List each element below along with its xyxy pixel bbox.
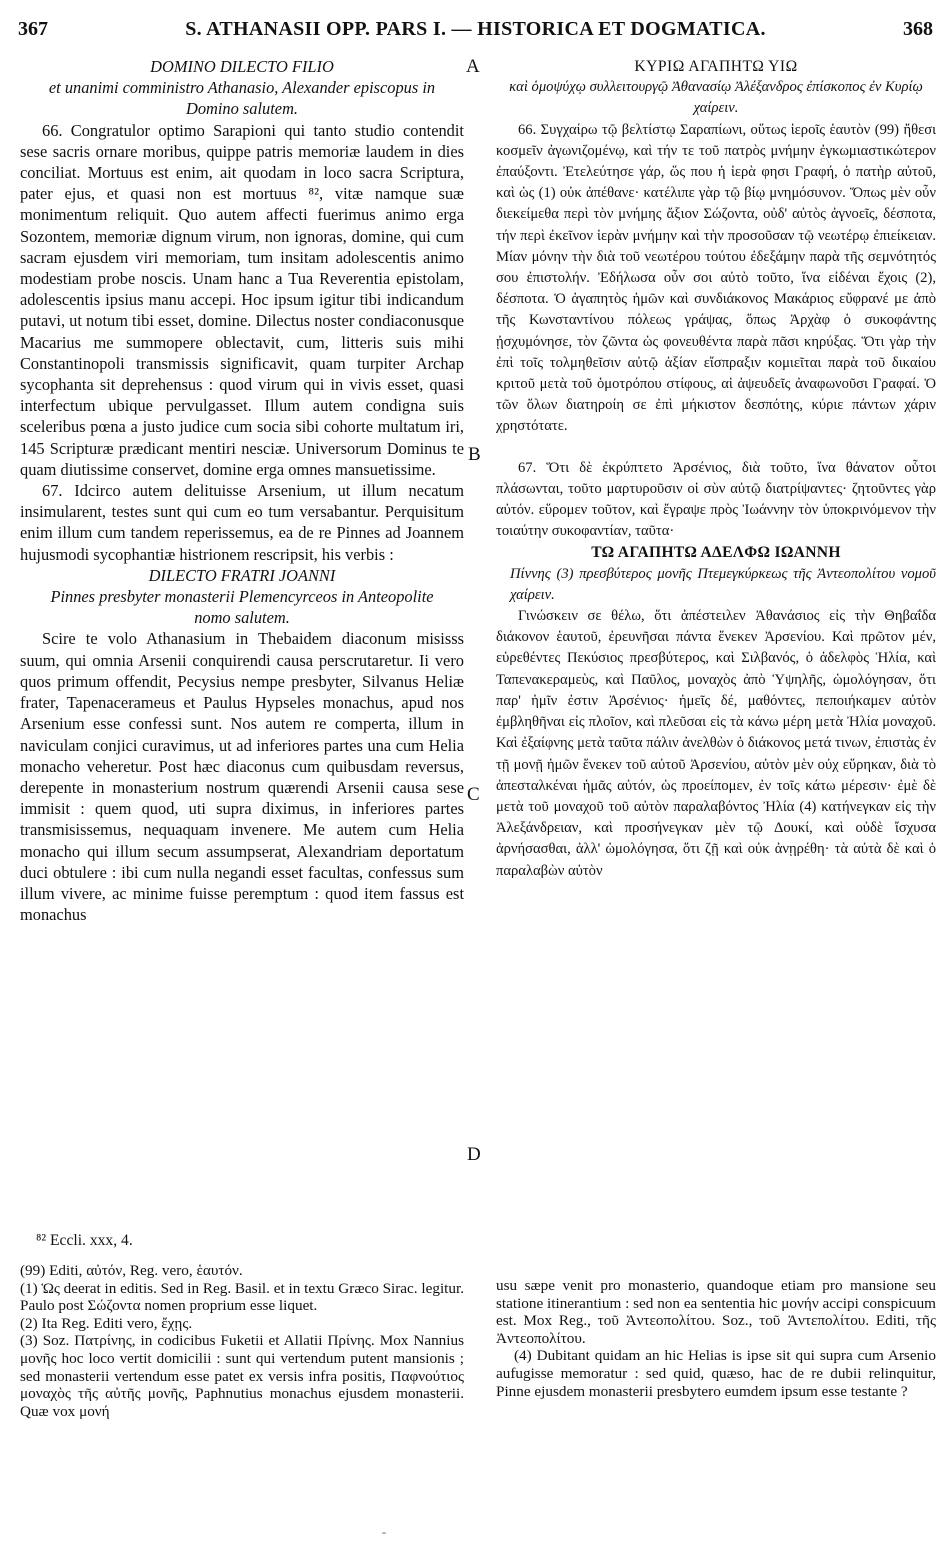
- greek-title: ΚΥΡΙΩ ΑΓΑΠΗΤΩ ΥΙΩ: [634, 58, 798, 75]
- note-2: (2) Ita Reg. Editi vero, ἔχῃς.: [20, 1314, 193, 1332]
- greek-paragraph-67: 67. Ὅτι δὲ ἐκρύπτετο Ἀρσένιος, διὰ τοῦτο, ἵνα θάνατον οὗτοι πλάσωνται, τοῦτο μαρτυροῦσιν οἱ σὺν αὐτῷ διατρίψαντες· ζητοῦντες γὰρ αὐτόν. εὕρομεν τοῦτον, καὶ ἔγραψε πρὸς Ἰωάννην τὸν ὑποκρινόμενον τὴν τοιαύτην συκοφαντίαν, ταῦτα·: [496, 459, 936, 540]
- latin-paragraph-67: 67. Idcirco autem delituisse Arsenium, ut illum necatum insimularent, testes sunt qui cum eo tum versabantur. Perquisitum enim illum cum tandem reperissemus, ea de re Pinnes ad Joannem hujusmodi sycophantiæ histrionem rescripsit, his verbis :: [20, 481, 464, 564]
- section-marker-a: A: [466, 56, 480, 77]
- greek-salutation-2: Πίννης (3) πρεσβύτερος μονῆς Πτεμεγκύρκεως τῆς Ἀντεοπολίτου νομοῦ χαίρειν.: [510, 565, 936, 603]
- latin-footnote: ⁸² Eccli. xxx, 4.: [36, 1232, 133, 1249]
- greek-salutation: καὶ ὁμοψύχῳ συλλειτουργῷ Ἀθανασίῳ Ἀλέξανδρος ἐπίσκοπος ἐν Κυρίῳ χαίρειν.: [509, 79, 923, 117]
- notes-right: [496, 1277, 936, 1400]
- bottom-mark: -: [382, 1525, 386, 1539]
- note-3-continued: usu sæpe venit pro monasterio, quandoque etiam pro mansione seu statione itinerantium : sed non ea sententia hic μονήν accipi conspicuum est. Mox Reg., τοῦ Ἀντεοπολίτου. Soz., τοῦ Ἀντεπολίτου. Editi, τῆς Ἀντεοπολίτου.: [496, 1277, 936, 1347]
- notes-left: [20, 1262, 464, 1420]
- latin-title-2: DILECTO FRATRI JOANNI: [148, 565, 336, 585]
- note-99: (99) Editi, αὐτόν, Reg. vero, ἑαυτόν.: [20, 1262, 243, 1279]
- paragraph-gap: [496, 438, 936, 458]
- section-marker-c: C: [467, 784, 480, 805]
- greek-paragraph-letter: Γινώσκειν σε θέλω, ὅτι ἀπέστειλεν Ἀθανάσιος εἰς τὴν Θηβαΐδα διάκονον ἑαυτοῦ, ἐρευνῆσαι πάντα ἕνεκεν Ἀρσενίου. Καὶ πρῶτον μέν, εὑρεθέντες Πεκύσιος πρεσβύτερος, καὶ Σιλβανός, ὁ ἀδελφὸς Ἡλία, καὶ Ταπενακεραμεὺς, καὶ Παῦλος, μοναχὸς ἀπὸ Ὑψηλῆς, ὡμολόγησαν, ὅτι παρ' ἡμῖν ἐστιν Ἀρσένιος· ἡμεῖς δέ, μαθόντες, πεποιήκαμεν αὐτὸν ἐμβληθῆναι εἰς πλοῖον, καὶ πλεῦσαι εἰς τὰ κάνω μέρη μετὰ Ἠλία μοναχοῦ. Καὶ ἐξαίφνης μετὰ ταῦτα πάλιν ἀνελθὼν ὁ διάκονος μετά τινων, ἐπιστὰς ἐν τῇ μονῇ ἡμῶν ἕνεκεν τοῦ αὐτοῦ Ἀρσενίου, αὐτὸν μὲν οὐχ εὕρηκαν, διὰ τὸ ἀπεσταλκέναι ἡμᾶς αὐτόν, ὡς προείπομεν, ἐν τοῖς κάτω μέρεσιν· ἐμὲ δὲ μετὰ τοῦ μοναχοῦ τοῦ αὐτὸν παραλαβόντος Ἠλία (4) κατήνεγκαν εἰς τὴν Ἀλεξάνδρειαν, καὶ προσήνεγκαν μὲν τῷ Δουκί, καὶ οὐδὲ ἴσχυσα ἀρνήσασθαι, ἀλλ' ὡμολόγησα, ὅτι ζῇ καὶ οὐκ ἀνῃρέθη· τὰ αὐτὰ δὲ καὶ ὁ παραλαβὼν αὐτὸν: [496, 608, 936, 879]
- greek-title-2: ΤΩ ΑΓΑΠΗΤΩ ΑΔΕΛΦΩ ΙΩΑΝΝΗ: [591, 544, 841, 562]
- section-marker-d: D: [467, 1144, 481, 1165]
- greek-paragraph-66: 66. Συγχαίρω τῷ βελτίστῳ Σαραπίωνι, οὕτως ἱεροῖς ἑαυτὸν (99) ἤθεσι κοσμεῖν ἀγωνιζομένῳ, καὶ τήν τε τοῦ πατρὸς μνήμην ἐγκωμιαστικώτερον ἐπαύξοντι. Ἐτελεύτησε γάρ, ὥς που ἡ ἱερὰ φησι Γραφή, ὁ πατὴρ αὐτοῦ, καὶ ὡς (1) οὐκ ἀπέθανε· κατέλιπε γὰρ τῷ βίῳ μνημόσυνον. Ὅπως μὲν οὖν διεκείμεθα περὶ τὸν μνήμης ἄξιον Σώζοντα, οὐδ' αὐτὸς ἀγνοεῖς, δέσποτα, τήν περὶ ἐκεῖνον ἱερὰν μνήμην καὶ τὴν προσοῦσαν τῷ νεωτέρῳ ἐπιείκειαν. Μίαν μόνην τὴν διὰ τοῦ νεωτέρου τούτου ἐδεξάμην παρὰ τῆς σεμνότητός σου ἐπιστολήν. Ἐδήλωσα οὖν σοι αὐτὸ τοῦτο, ἵνα εἰδέναι ἔχοις (2), δέσποτα. Ὁ ἀγαπητὸς ἡμῶν καὶ συνδιάκονος Μακάριος εὔφρανέ με ἀπὸ τῆς Κωνσταντίνου πόλεως γράψας, ὅπως Ἀρχὰφ ὁ συκοφάντης ᾐσχυμόνησε, τὸν ζῶντα ὡς φονευθέντα παρὰ πᾶσι κηρύξας. Ὅτι γὰρ τὴν ἐπὶ τοῖς τολμηθεῖσιν αὐτῷ ἀξίαν εἴσπραξιν κομιεῖται παρὰ τοῦ δικαίου κριτοῦ μετὰ τοῦ ὁμοτρόπου στίφους, αἱ ἀψευδεῖς ἀναφωνοῦσι Γραφαί. Ὁ τῶν ὅλων διατηροίη σε ἐπὶ μήκιστον δεσπότης, κύριε πάντων χάριν χρηστότατε.: [496, 121, 936, 435]
- page-number-left: 367: [18, 18, 48, 40]
- latin-column: [20, 56, 464, 925]
- latin-salutation: et unanimi comministro Athanasio, Alexander episcopus in Domino salutem.: [48, 78, 436, 119]
- page-header: [14, 18, 937, 44]
- page-number-right: 368: [903, 18, 933, 40]
- latin-paragraph-letter: Scire te volo Athanasium in Thebaidem diaconum misisss suum, qui omnia Arsenii conquirendi causa perscrutaretur. Ii vero quos primum offendit, Pecysius nempe presbyter, Silvanus Heliæ frater, Tapenacerameus et Paulus Hypseles monachus, apud nos Arsenium esse confessi sunt. Nos autem re comperta, illum in naviculam conjici curavimus, ut ad inferiores partes una cum Helia monacho veheretur. Post hæc diaconus cum quibusdam reversus, derepente in monasterium nostrum quærendi Arsenii causa sese immisit : quem quod, uti supra diximus, in inferiores partes transmisissemus, nequaquam invenere. Me autem cum Helia monacho qui illum secum assumpserat, Alexandriam deportatum duci obtulere : ibi cum nulla negandi esset facultas, confessus sum illum vivere, ac minime fuisse peremptum : quod item fassus est monachus: [20, 629, 464, 925]
- note-1: (1) Ὡς deerat in editis. Sed in Reg. Basil. et in textu Græco Sirac. legitur. Paulo post Σώζοντα nomen proprium esse liquet.: [20, 1279, 464, 1315]
- latin-paragraph-66: 66. Congratulor optimo Sarapioni qui tanto studio contendit sese sacris ornare moribus, quippe patris memoriæ laudem in dies conciliat. Mortuus est enim, ait quodam in loco sacra Scriptura, pater ejus, et quasi non est mortuus ⁸², vitæ namque suæ monimentum reliquit. Quo autem affecti fuerimus animo erga Sozontem, memoriæ dignum virum, non ignoras, domine, qui cum sacram ejusdem viri memoriam, tum insitam adolescentis animo modestiam probe noscis. Unam hanc a Tua Reverentia epistolam, adolescentis ipsius manu accepi. Hoc ipsum igitur tibi indicandum putavi, ut notum tibi esset, domine. Dilectus noster condiaconusque Macarius me summopere oblectavit, cum, litteris suis mihi Constantinopoli transmissis significavit, quam turpiter Archap sycophanta sit deprehensus : quod virum qui in vivis esset, quasi interfectum ubique pervulgasset. Illum autem condigna suis sceleribus pœna a justo judice cum socia sibi cohorte multatum iri, 145 Scripturæ prædicant mentiri nesciæ. Universorum Dominus te quam diutissime conservet, domine erga omnes mansuetissime.: [20, 120, 464, 479]
- latin-salutation-2: Pinnes presbyter monasterii Plemencyrceos in Anteopolite nomo salutem.: [50, 587, 434, 628]
- note-4: (4) Dubitant quidam an hic Helias is ipse sit qui supra cum Arsenio aufugisse memoratur : sed quid, quæso, hac de re dubii relinquitur, Pinne ejusdem monasterii presbytero eumdem ipsum esse testante ?: [496, 1347, 936, 1400]
- latin-title: DOMINO DILECTO FILIO: [150, 57, 334, 76]
- section-marker-b: B: [468, 444, 481, 465]
- note-3: (3) Soz. Πατρίνης, in codicibus Fuketii et Allatii Πρίνης. Mox Nannius μονῆς hoc loco vertit domicilii : sunt qui vertendum putent mansionis ; sed monasterii vertendum esse patet ex versis infra positis, Παφνούτιος μοναχὸς τῆς αὐτῆς μονῆς, Paphnutius monachus ejusdem monasterii. Quæ vox μονή: [20, 1332, 464, 1420]
- running-title: S. ATHANASII OPP. PARS I. — HISTORICA ET DOGMATICA.: [185, 18, 766, 40]
- greek-column: [496, 56, 936, 882]
